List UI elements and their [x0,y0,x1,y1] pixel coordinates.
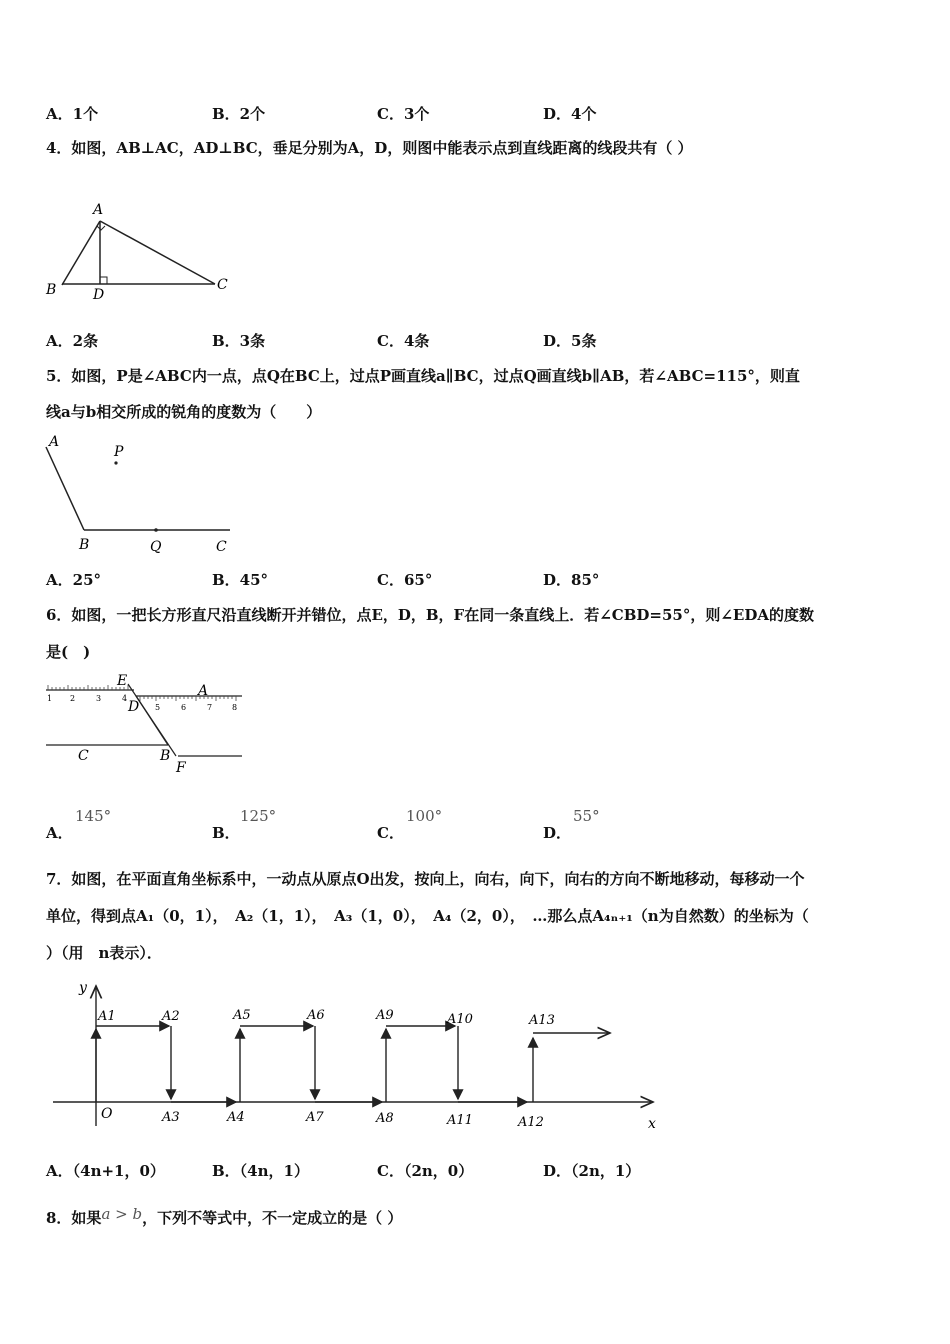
q5-label-c: C [216,539,227,555]
q3-option-c: C．3个 [377,105,430,123]
q6-option-c-value: 100° [406,807,443,825]
q7-label-a13: A13 [529,1013,555,1028]
q4-label-d: D [93,287,105,303]
q7-label-o: O [101,1106,113,1122]
q7-label-a4: A4 [227,1110,245,1125]
q6-label-f: F [176,760,186,776]
q8-text-prefix: 8．如果 [46,1209,102,1227]
q7-option-a: A．（4n+1，0） [46,1162,165,1180]
q5-text-line2: 线a与b相交所成的锐角的度数为（ ） [46,403,322,421]
q5-label-p: P [114,444,124,460]
q4-option-d: D．5条 [543,332,597,350]
q5-option-d: D．85° [543,571,600,589]
q6-option-d: D． [543,824,572,842]
q5-label-b: B [79,537,90,553]
q5-text-line1: 5．如图，P是∠ABC内一点，点Q在BC上，过点P画直线a∥BC，过点Q画直线b∥AB，若∠ABC=115°，则直 [46,367,800,385]
q6-ruler-num-7: 7 [207,703,213,712]
q7-label-a7: A7 [306,1110,324,1125]
q7-label-a12: A12 [518,1115,544,1130]
q4-label-b: B [46,282,57,298]
q7-label-a8: A8 [376,1111,394,1126]
q7-text-line1: 7．如图，在平面直角坐标系中，一动点从原点O出发，按向上，向右，向下，向右的方向不断地移动，每移动一个 [46,870,805,888]
q6-label-b: B [160,748,171,764]
q3-option-a: A．1个 [46,105,99,123]
q6-text-line1: 6．如图，一把长方形直尺沿直线断开并错位，点E，D，B，F在同一条直线上．若∠CBD=55°，则∠EDA的度数 [46,606,814,624]
q6-label-d: D [128,699,140,715]
q6-option-b: B． [212,824,240,842]
q6-label-e: E [117,673,128,689]
q7-text-line2: 单位，得到点A₁（0，1）， A₂（1，1）， A₃（1，0）， A₄（2，0）， …那么点A₄ₙ₊₁（n为自然数）的坐标为（ [46,907,809,925]
q7-label-a2: A2 [162,1009,180,1024]
q8-text [46,1207,402,1228]
q7-label-a11: A11 [447,1113,473,1128]
q6-option-d-value: 55° [573,807,600,825]
q6-option-a: A． [46,824,73,842]
q3-option-d: D．4个 [543,105,597,123]
q4-label-a: A [93,202,104,218]
q6-ruler-figure [40,672,250,778]
q6-ruler-num-2: 2 [70,694,76,703]
q7-coordinate-figure [45,978,665,1138]
q7-label-x: x [648,1116,656,1132]
q7-option-b: B．（4n，1） [212,1162,309,1180]
q7-label-a6: A6 [307,1008,325,1023]
q6-ruler-num-3: 3 [96,694,102,703]
q7-label-a9: A9 [376,1008,394,1023]
q7-label-a5: A5 [233,1008,251,1023]
q7-option-d: D．（2n，1） [543,1162,641,1180]
q8-text-suffix: ，下列不等式中，不一定成立的是（ ） [142,1209,403,1227]
q6-text-line2: 是( ) [46,643,91,661]
q5-label-q: Q [150,539,162,555]
q6-ruler-num-1: 1 [47,694,53,703]
q6-label-c: C [78,748,89,764]
q5-option-a: A．25° [46,571,102,589]
q7-label-a1: A1 [98,1009,116,1024]
q4-option-a: A．2条 [46,332,99,350]
q7-option-c: C．（2n，0） [377,1162,474,1180]
q4-triangle-figure [40,195,240,305]
q4-text: 4．如图，AB⊥AC，AD⊥BC，垂足分别为A，D，则图中能表示点到直线距离的线段共有（ ） [46,139,693,157]
q6-ruler-num-8: 8 [232,703,238,712]
q6-ruler-num-6: 6 [181,703,187,712]
q7-label-a3: A3 [162,1110,180,1125]
q8-formula: a > b [101,1205,143,1223]
q7-text-line3: ）（用 n表示）． [46,944,162,962]
q6-option-c: C． [377,824,404,842]
q6-option-a-value: 145° [75,807,112,825]
q5-option-b: B．45° [212,571,269,589]
q5-label-a: A [49,434,60,450]
q5-angle-figure [40,432,240,558]
q4-label-c: C [217,277,228,293]
q3-option-b: B．2个 [212,105,266,123]
q4-option-c: C．4条 [377,332,430,350]
q7-label-y: y [79,980,87,996]
q6-ruler-num-4: 4 [122,694,128,703]
q5-option-c: C．65° [377,571,433,589]
q6-ruler-num-5: 5 [155,703,161,712]
q6-label-a: A [198,683,209,699]
q4-option-b: B．3条 [212,332,266,350]
q6-option-b-value: 125° [240,807,277,825]
q7-label-a10: A10 [447,1012,473,1027]
